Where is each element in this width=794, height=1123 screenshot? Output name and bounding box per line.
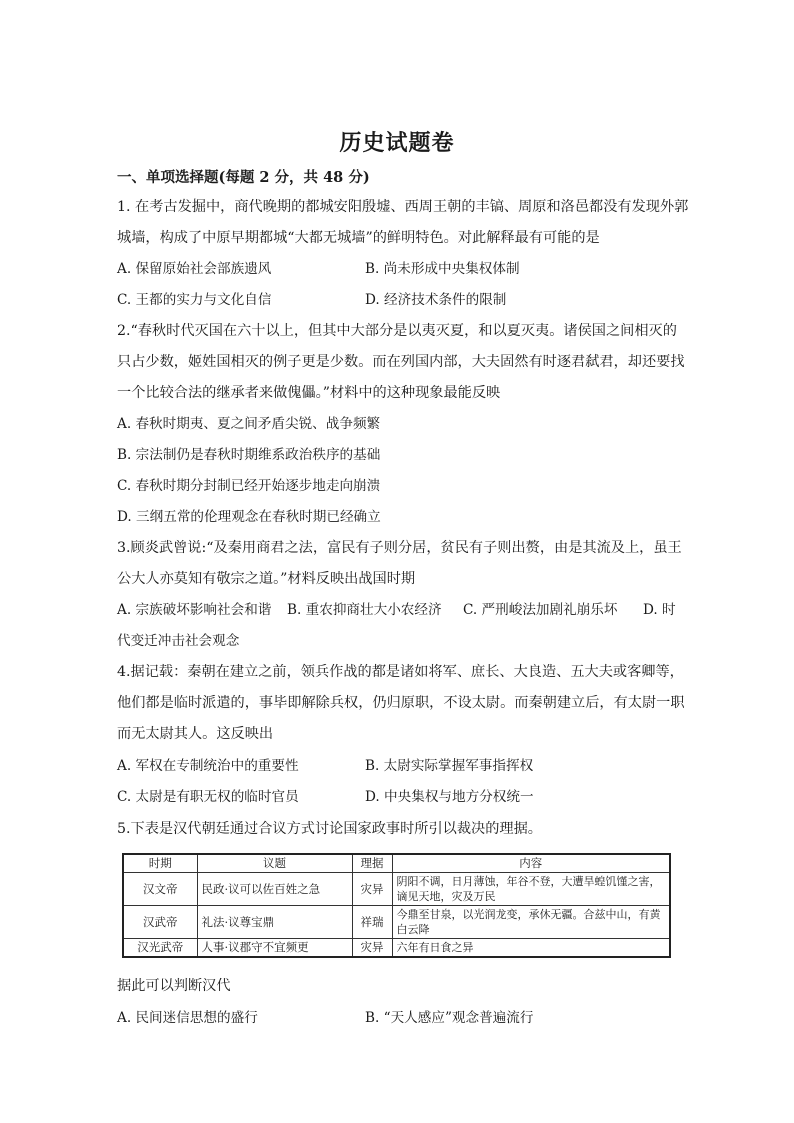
q5-option-b: B. “天人感应”观念普遍流行 — [365, 1010, 534, 1026]
q2-option-c: C. 春秋时期分封制已经开始逐步地走向崩溃 — [117, 478, 381, 494]
q1-line-1: 1. 在考古发掘中，商代晚期的都城安阳殷墟、西周王朝的丰镐、周原和洛邑都没有发现外郭 — [117, 199, 689, 215]
q1-option-d: D. 经济技术条件的限制 — [365, 292, 507, 308]
table-cell: 礼法·议尊宝鼎 — [197, 906, 352, 939]
q2-option-a: A. 春秋时期夷、夏之间矛盾尖锐、战争频繁 — [117, 416, 381, 432]
q2-line-1: 2.“春秋时代灭国在六十以上，但其中大部分是以夷灭夏，和以夏灭夷。诸侯国之间相灭的 — [117, 323, 677, 339]
q5-option-a: A. 民间迷信思想的盛行 — [117, 1010, 258, 1026]
q4-line-2: 他们都是临时派遣的，事毕即解除兵权，仍归原职，不设太尉。而秦朝建立后，有太尉一职 — [117, 695, 685, 711]
q3-option-b: B. 重农抑商壮大小农经济 — [287, 602, 442, 618]
q1-option-b: B. 尚未形成中央集权体制 — [365, 261, 520, 277]
table-cell: 灾异 — [352, 939, 392, 958]
table-cell: 汉文帝 — [123, 873, 197, 906]
table-header-row — [123, 854, 670, 873]
table-cell: 灾异 — [352, 873, 392, 906]
q2-line-2: 只占少数，姬姓国相灭的例子更是少数。而在列国内部，大夫固然有时逐君弑君，却还要找 — [117, 354, 685, 370]
q2-option-b: B. 宗法制仍是春秋时期维系政治秩序的基础 — [117, 447, 381, 463]
q5-after-text: 据此可以判断汉代 — [117, 978, 231, 994]
q3-line-1: 3.顾炎武曾说:“及秦用商君之法，富民有子则分居，贫民有子则出赘，由是其流及上，虽王 — [117, 540, 682, 556]
q2-option-d: D. 三纲五常的伦理观念在春秋时期已经确立 — [117, 509, 381, 525]
section-heading: 一、单项选择题(每题 2 分，共 48 分) — [117, 169, 370, 186]
q1-option-a: A. 保留原始社会部族遗风 — [117, 261, 272, 277]
table-cell: 阴阳不调，日月薄蚀，年谷不登，大遭旱蝗饥馑之害，谪见天地，灾及万民 — [392, 873, 670, 906]
table-cell: 祥瑞 — [352, 906, 392, 939]
table-cell: 人事·议郡守不宜频更 — [197, 939, 352, 958]
table-cell: 汉武帝 — [123, 906, 197, 939]
q4-option-b: B. 太尉实际掌握军事指挥权 — [365, 758, 534, 774]
q4-line-3: 而无太尉其人。这反映出 — [117, 726, 274, 742]
q1-option-c: C. 王都的实力与文化自信 — [117, 292, 272, 308]
table-header-cell: 时期 — [123, 854, 197, 873]
q3-option-a: A. 宗族破坏影响社会和谐 — [117, 602, 272, 618]
q5-intro: 5.下表是汉代朝廷通过合议方式讨论国家政事时所引以裁决的理据。 — [117, 821, 542, 837]
table-cell: 六年有日食之异 — [392, 939, 670, 958]
q2-line-3: 一个比较合法的继承者来做傀儡。”材料中的这种现象最能反映 — [117, 385, 501, 401]
q3-option-c: C. 严刑峻法加剧礼崩乐坏 — [463, 602, 618, 618]
q4-option-d: D. 中央集权与地方分权统一 — [365, 789, 534, 805]
q3-option-d-wrap: 代变迁冲击社会观念 — [117, 633, 240, 649]
table-header-cell: 理据 — [352, 854, 392, 873]
q5-table — [122, 853, 671, 958]
q3-option-d: D. 时 — [643, 602, 676, 618]
table-cell: 汉光武帝 — [123, 939, 197, 958]
q4-option-c: C. 太尉是有职无权的临时官员 — [117, 789, 299, 805]
q4-option-a: A. 军权在专制统治中的重要性 — [117, 758, 299, 774]
q4-line-1: 4.据记载：秦朝在建立之前，领兵作战的都是诸如将军、庶长、大良造、五大夫或客卿等， — [117, 664, 684, 680]
table-row — [123, 906, 670, 939]
q1-line-2: 城墙，构成了中原早期都城“大都无城墙”的鲜明特色。对此解释最有可能的是 — [117, 230, 600, 246]
table-cell: 今鼎至甘泉，以光润龙变，承休无疆。合兹中山，有黄白云降 — [392, 906, 670, 939]
page-title: 历史试题卷 — [339, 130, 455, 156]
table-header-cell: 议题 — [197, 854, 352, 873]
table-row — [123, 873, 670, 906]
table-row — [123, 939, 670, 958]
table-header-cell: 内容 — [392, 854, 670, 873]
table-cell: 民政·议可以佐百姓之急 — [197, 873, 352, 906]
q3-line-2: 公大人亦莫知有敬宗之道。”材料反映出战国时期 — [117, 571, 416, 587]
